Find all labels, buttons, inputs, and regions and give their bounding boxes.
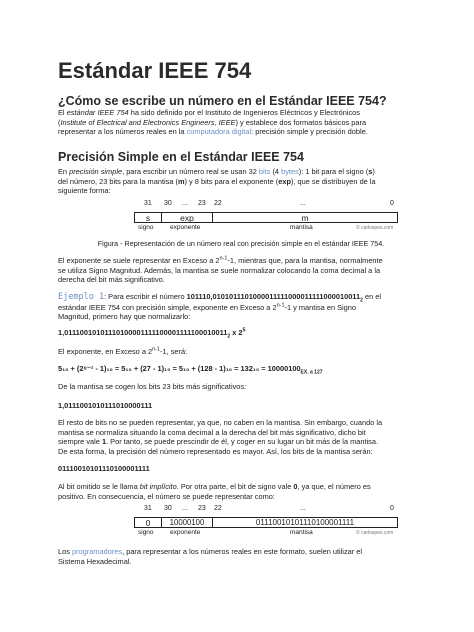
text: Sistema Hexadecimal. (58, 556, 132, 566)
text: , ya que, el número es (297, 482, 371, 491)
text: ) y establece dos formatos básicos para (235, 117, 367, 127)
rest-bits-paragraph (58, 418, 424, 456)
bit-index: 30 (164, 200, 172, 207)
computadora-digital-link[interactable]: computadora digital (186, 127, 252, 137)
text: del número, 23 bits para la mantisa ( (58, 176, 178, 186)
exponent-label: exponente (170, 529, 201, 536)
text: n-1 (219, 255, 228, 262)
bit-index: 0 (390, 200, 394, 207)
bit-layout-diagram-2 (130, 505, 400, 541)
bit-index: 23 (198, 200, 206, 207)
text: mantisa se normaliza situando la coma decimal a la derecha del bit más significativo, dicho bit (58, 427, 366, 437)
text: en el (362, 292, 381, 301)
mantissa-paragraph: De la mantisa se cogen los bits 23 bits más significativos: (58, 382, 247, 391)
sign-field: s (134, 212, 162, 223)
mantissa-bits-formula: 1,0111001010111010000111 (58, 401, 153, 410)
text: 0 (293, 482, 298, 491)
mantissa-label: mantisa (290, 224, 313, 231)
watermark: © carlospes.com (356, 225, 394, 231)
exponent-field: 10000100 (161, 517, 213, 528)
text: -1, mientras que, para la mantisa, normalmente (227, 256, 383, 265)
bit-index: 30 (164, 505, 172, 512)
text: 1 (101, 437, 107, 447)
text: siguiente forma: (58, 186, 111, 196)
page-title: Estándar IEEE 754 (58, 58, 252, 83)
exponent-field: exp (161, 212, 213, 223)
bit-index: ... (300, 505, 306, 512)
sign-label: signo (138, 529, 154, 536)
text: 2 (227, 333, 231, 340)
text: En (58, 167, 70, 176)
text: , para escribir un número real se usan 32 (122, 167, 259, 176)
exponent-paragraph (58, 347, 424, 357)
intro-paragraph (58, 108, 424, 137)
mantissa-field: m (212, 212, 398, 223)
bit-index: 0 (390, 505, 394, 512)
text: derecha del bit más significativo. (58, 275, 165, 285)
text: bit implícito (139, 482, 177, 491)
bit-index: 31 (144, 505, 152, 512)
sign-field: 0 (134, 517, 162, 528)
text: , para representar a los números reales en este formato, suelen utilizar el (122, 547, 363, 556)
section-heading-1: ¿Cómo se escribe un número en el Estándar IEEE 754? (58, 94, 387, 108)
text: ) y 8 bits para el exponente ( (184, 176, 279, 186)
text: se utiliza Signo Magnitud. Además, la mantisa se suele normalizar colocando la coma decimal a la (58, 265, 381, 275)
text: precisión simple (69, 167, 123, 176)
text: representar a los números reales en la (58, 127, 187, 137)
text: Al bit omitido se le llama (58, 482, 140, 491)
final-paragraph (58, 547, 424, 566)
figure-caption: Figura - Representación de un número real con precisión simple en el estándar IEEE 754. (97, 239, 385, 248)
text: ha sido definido por el Instituto de Ingenieros Eléctricos y Electrónicos (128, 108, 360, 117)
exceso-paragraph (58, 256, 424, 285)
text: . Por tanto, se puede prescindir de él, y coger en su lugar un bit más de la mantisa. (106, 437, 379, 447)
text: ): 1 bit para el signo ( (298, 167, 369, 176)
text: x 2 (230, 328, 243, 337)
text: El resto de bits no se pueden representar, ya que, no caben en la mantisa. Sin embargo, cuando la (58, 418, 383, 427)
bit-index: 22 (214, 505, 222, 512)
exponent-formula (58, 364, 323, 376)
text: -1 y mantisa en Signo (284, 302, 357, 312)
example-paragraph (58, 292, 424, 322)
bit-layout-diagram-1 (130, 200, 400, 236)
exponent-label: exponente (170, 224, 201, 231)
bytes-link[interactable]: bytes (281, 167, 299, 176)
normalized-number-formula (58, 327, 246, 340)
text: positivo. En consecuencia, el número se puede representar como: (58, 491, 275, 501)
bit-index: ... (182, 200, 188, 207)
text: EX. a 127 (300, 369, 323, 376)
precision-paragraph (58, 167, 424, 196)
implicit-bit-paragraph (58, 482, 424, 501)
text: 1,01110010101110100001111100001111100010011 (58, 328, 228, 337)
bit-index: 23 (198, 505, 206, 512)
programadores-link[interactable]: programadores (71, 547, 123, 556)
text: n-1 (276, 302, 285, 309)
text: (4 (270, 167, 282, 176)
text: : precisión simple y precisión doble. (251, 127, 368, 137)
text: : Para escribir el número (104, 292, 187, 301)
text: estándar IEEE 754 (66, 108, 129, 117)
bits-link[interactable]: bits (258, 167, 271, 176)
text: n-1 (152, 346, 161, 353)
text: Los (58, 547, 72, 556)
text: estándar IEEE 754 con precisión simple, exponente en Exceso a 2 (58, 302, 277, 312)
text: m (177, 176, 185, 186)
text: El exponente, en Exceso a 2 (58, 347, 153, 356)
final-mantissa-formula: 01110010101110100001111 (58, 464, 150, 473)
text: Magnitud, primero hay que normalizarlo: (58, 312, 191, 322)
text: El (58, 108, 67, 117)
text: El exponente se suele representar en Exceso a 2 (58, 256, 220, 265)
text: 5₁₀ + (2⁸⁻¹ - 1)₁₀ = 5₁₀ + (27 - 1)₁₀ = 5₁₀ + (128 - 1)₁₀ = 132₁₀ = 10000100 (58, 364, 301, 373)
text: ) (372, 167, 375, 176)
text: . Por otra parte, el bit de signo vale (176, 482, 294, 491)
mantissa-field: 01110010101110100001111 (212, 517, 398, 528)
text: ), que se distribuyen de la (290, 176, 376, 186)
mantissa-label: mantisa (290, 529, 313, 536)
bit-index: ... (300, 200, 306, 207)
bit-index: ... (182, 505, 188, 512)
text: exp (278, 176, 291, 186)
text: 2 (360, 297, 363, 304)
bit-index: 22 (214, 200, 222, 207)
section-heading-2: Precisión Simple en el Estándar IEEE 754 (58, 150, 304, 164)
sign-label: signo (138, 224, 154, 231)
bit-index: 31 (144, 200, 152, 207)
text: De esta forma, la precisión del número representado es mayor. Así, los bits de la mantisa serán: (58, 446, 373, 456)
text: siempre vale (58, 437, 102, 447)
watermark: © carlospes.com (356, 530, 394, 536)
example-label: Ejemplo 1 (58, 292, 105, 302)
text: ( (58, 117, 61, 127)
text: s (368, 167, 373, 176)
text: 5 (242, 327, 246, 334)
text: -1, será: (160, 347, 188, 356)
text: 101110,0101011101000011111000011111000010011 (186, 292, 361, 301)
text: Institute of Electrical and Electronics Engineers, IEEE (60, 117, 236, 127)
